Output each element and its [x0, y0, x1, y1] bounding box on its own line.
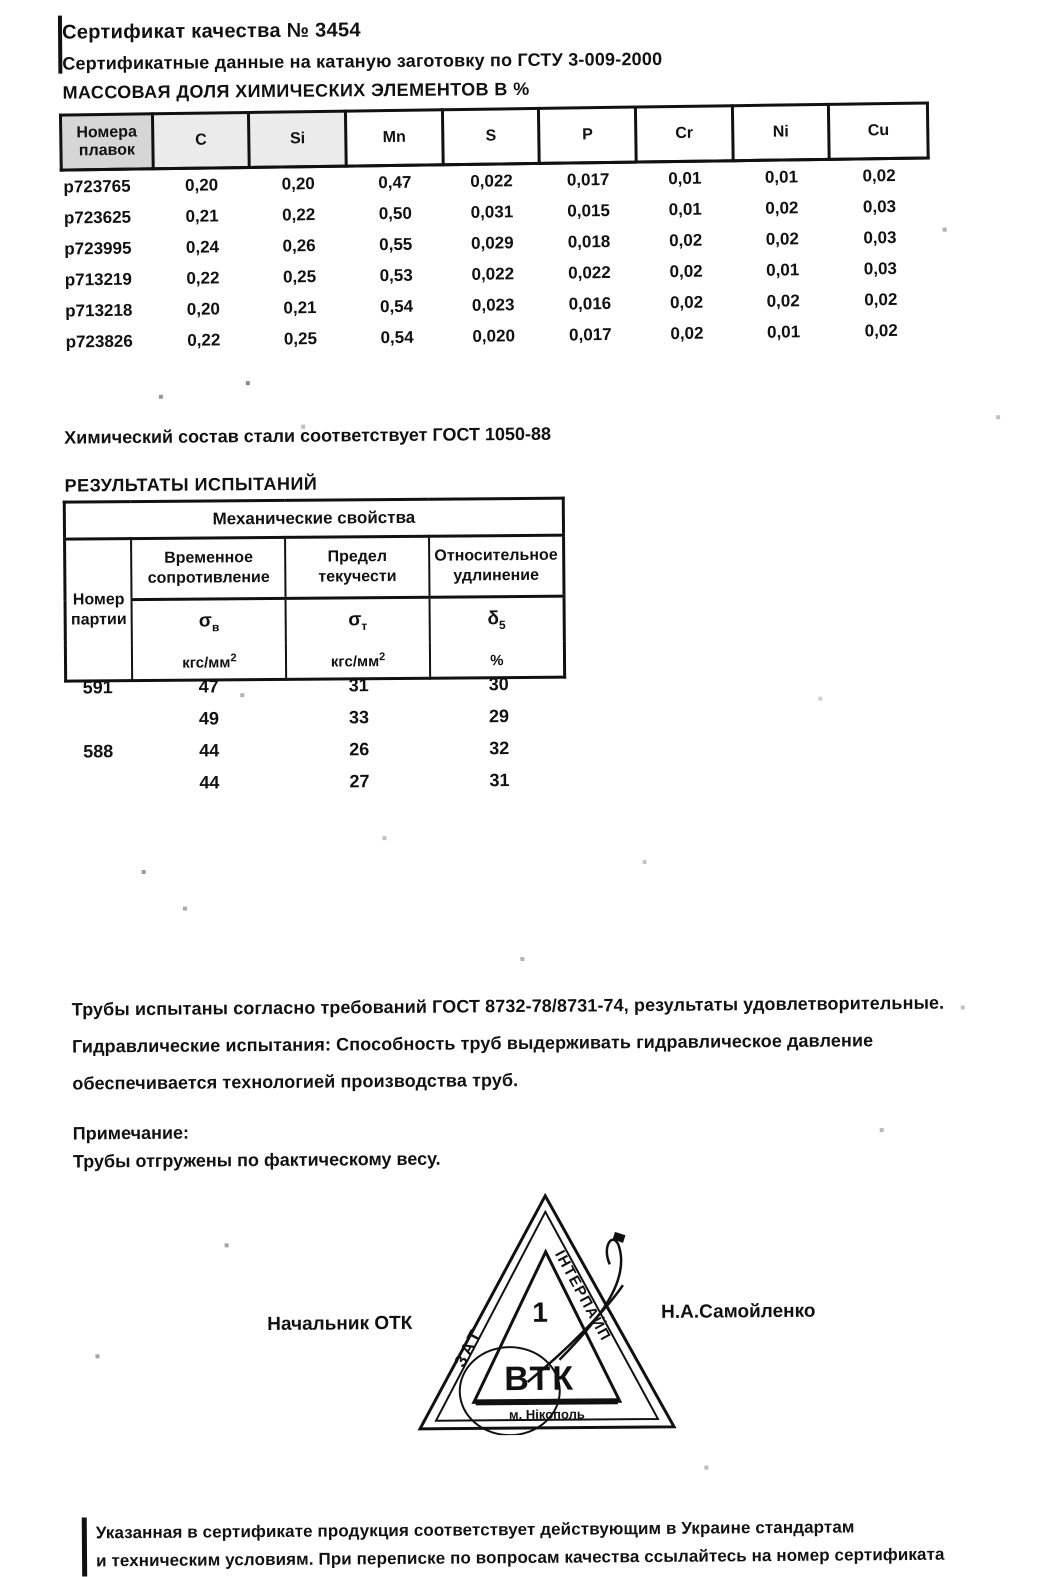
column-header: S: [442, 108, 539, 164]
column-header: Si: [249, 111, 346, 167]
table-row: [64, 668, 566, 704]
table-cell: 591: [82, 676, 113, 697]
note-text: Трубы отгружены по фактическому весу.: [72, 1148, 441, 1172]
mechanical-properties-table: [63, 497, 566, 683]
table-cell: 0,02: [765, 228, 799, 249]
table-cell: р723995: [64, 238, 132, 259]
table-cell: 0,031: [470, 201, 514, 222]
footer-line1: Указанная в сертификате продукция соответствует действующим в Украине стандартам: [95, 1517, 855, 1543]
tensile-symbol: $\sigma_в$: [132, 598, 287, 645]
table-cell: 0,03: [863, 227, 897, 247]
test-statement-line2: Гидравлические испытания: Способность труб выдерживать гидравлическое давление: [71, 1030, 874, 1057]
table-cell: 0,022: [471, 263, 515, 284]
table-row: [64, 700, 566, 736]
column-header: Cr: [635, 106, 732, 162]
yield-unit: кгс/$мм^2$: [286, 643, 429, 680]
table-cell: р723625: [63, 207, 132, 228]
chem-conformity-note: Химический состав стали соответствует ГОСТ 1050-88: [64, 423, 552, 448]
table-cell: 0,020: [472, 325, 516, 346]
table-cell: 0,01: [668, 199, 702, 219]
table-cell: 0,02: [766, 290, 800, 311]
table-cell: 0,03: [863, 258, 898, 278]
table-cell: 0,20: [186, 298, 221, 319]
table-cell: 588: [83, 740, 114, 761]
certificate-subtitle: Сертификатные данные на катаную заготовку по ГСТУ 3-009-2000: [62, 48, 663, 74]
table-cell: 0,25: [282, 266, 317, 287]
stamp-brand-text: ІНТЕРПАЙП: [551, 1247, 615, 1345]
table-cell: 0,017: [566, 169, 610, 190]
table-cell: 0,53: [379, 265, 413, 285]
table-cell: 0,25: [283, 328, 318, 348]
elongation-header: Относительное удлинение: [429, 535, 564, 597]
mass-fraction-heading: МАССОВАЯ ДОЛЯ ХИМИЧЕСКИХ ЭЛЕМЕНТОВ В %: [62, 78, 530, 103]
table-cell: 33: [348, 706, 370, 727]
mechanical-properties-values: [64, 668, 567, 800]
stamp-dept: ВТК: [504, 1359, 576, 1399]
table-cell: 0,02: [765, 197, 799, 218]
table-cell: 0,015: [567, 200, 611, 221]
mech-values-body: [64, 668, 567, 800]
table-cell: 27: [349, 770, 370, 791]
table-cell: 0,22: [186, 267, 220, 288]
position-label: Начальник ОТК: [267, 1312, 413, 1336]
table-cell: 0,01: [766, 259, 800, 280]
table-cell: 0,20: [281, 173, 315, 194]
table-cell: р713219: [64, 269, 133, 290]
table-cell: 0,02: [669, 292, 704, 312]
table-cell: 0,22: [187, 329, 221, 350]
column-header: P: [539, 107, 636, 163]
table-row: [65, 764, 567, 800]
signer-name: Н.А.Самойленко: [661, 1300, 816, 1323]
column-header: C: [152, 112, 249, 168]
table-cell: 0,50: [378, 203, 412, 223]
table-cell: 0,21: [283, 297, 317, 318]
test-statement-line3: обеспечивается технологией производства труб.: [72, 1070, 519, 1094]
table-cell: [65, 767, 132, 800]
table-cell: 0,018: [567, 231, 611, 252]
table-cell: [64, 703, 131, 736]
table-cell: 0,01: [766, 321, 801, 342]
table-cell: 0,02: [670, 323, 704, 343]
table-cell: 0,26: [282, 235, 316, 256]
table-cell: 31: [489, 769, 510, 790]
stamp-number: 1: [532, 1296, 549, 1328]
stamp-city: м. Нікополь: [508, 1406, 585, 1423]
table-cell: 26: [349, 738, 370, 759]
table-cell: 30: [488, 673, 509, 694]
table-cell: 0,54: [380, 327, 414, 347]
yield-symbol: $\sigma_т$: [286, 597, 430, 644]
yield-strength-header: Предел текучести: [286, 536, 430, 598]
test-statement-line1: Трубы испытаны согласно требований ГОСТ 8732-78/8731-74, результаты удовлетворительные.: [71, 992, 945, 1020]
table-cell: 31: [348, 674, 369, 695]
table-cell: 0,20: [184, 174, 219, 195]
table-cell: 0,016: [568, 293, 612, 314]
margin-tick-bottom: [82, 1517, 87, 1576]
table-cell: 29: [488, 705, 510, 726]
column-header: Ni: [732, 104, 829, 160]
table-cell: р723765: [63, 176, 131, 197]
table-cell: 0,02: [864, 289, 898, 309]
table-cell: 0,02: [864, 320, 898, 340]
elongation-unit: %: [430, 642, 565, 679]
table-cell: 0,24: [185, 236, 220, 257]
tensile-strength-header: Временное сопротивление: [131, 537, 286, 599]
test-results-heading: РЕЗУЛЬТАТЫ ИСПЫТАНИЙ: [64, 473, 318, 496]
test-statement: [72, 984, 1038, 1103]
table-cell: 0,02: [669, 261, 703, 281]
stamp-graphic: [408, 1189, 680, 1436]
table-cell: 0,22: [282, 204, 316, 225]
table-cell: 0,01: [668, 168, 702, 188]
table-cell: р723826: [65, 331, 133, 352]
table-cell: 44: [199, 739, 220, 761]
table-cell: 0,21: [185, 205, 219, 226]
table-cell: 0,01: [764, 166, 799, 187]
table-cell: 0,022: [568, 262, 611, 283]
table-cell: 0,029: [470, 232, 514, 253]
mech-group-header: Механические свойства: [64, 498, 563, 539]
table-cell: 47: [198, 675, 219, 697]
table-cell: 0,47: [378, 172, 412, 192]
chemical-composition-table: [59, 101, 932, 357]
chem-table-body: [61, 158, 931, 358]
elongation-symbol: $\delta_5$: [429, 596, 564, 643]
certificate-title: Сертификат качества № 3454: [61, 19, 361, 44]
tensile-unit: кгс/$мм^2$: [132, 644, 286, 681]
table-cell: 44: [199, 771, 220, 793]
vtk-triangle-stamp: [408, 1189, 680, 1436]
table-cell: 49: [198, 707, 220, 729]
table-cell: 0,022: [470, 170, 513, 191]
table-cell: 0,55: [379, 234, 413, 254]
column-header: Номера плавок: [60, 114, 153, 170]
batch-number-header: Номер партии: [65, 539, 133, 682]
table-row: [65, 732, 567, 768]
table-cell: р713218: [65, 300, 133, 321]
column-header: Cu: [829, 103, 928, 159]
note-label: Примечание:: [72, 1122, 190, 1144]
table-cell: 0,03: [862, 196, 897, 216]
table-cell: 0,02: [862, 165, 896, 185]
stamp-org-text: ЗАТ: [450, 1324, 487, 1371]
table-cell: 32: [489, 737, 510, 758]
stamp-base-bar: [476, 1401, 618, 1402]
footer-line2: и техническим условиям. При переписке по вопросам качества ссылайтесь на номер сертификата: [95, 1544, 945, 1571]
table-cell: 0,023: [471, 294, 515, 315]
column-header: Mn: [346, 110, 443, 166]
table-cell: 0,02: [668, 230, 703, 250]
table-cell: 0,017: [568, 324, 612, 345]
table-cell: 0,54: [379, 296, 414, 316]
